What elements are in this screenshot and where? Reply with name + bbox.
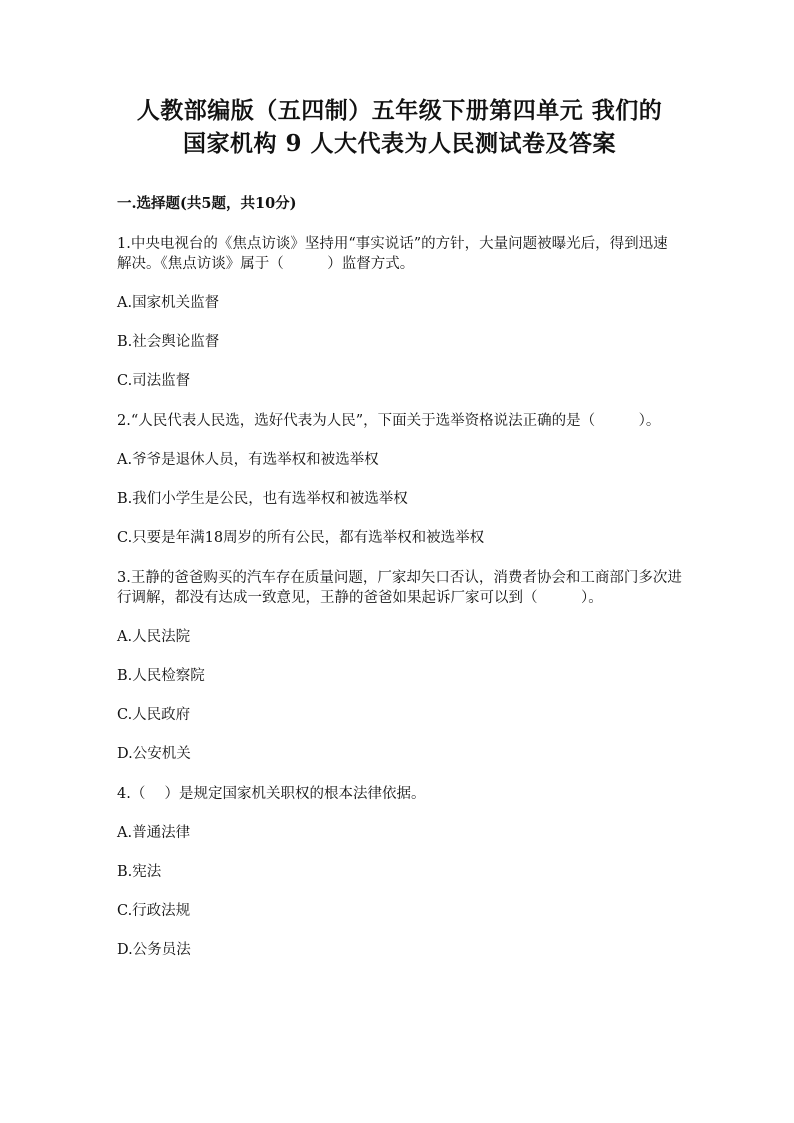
question-1: [117, 234, 682, 391]
section-heading: 一.选择题(共5题，共10分): [117, 195, 297, 212]
question-3: [117, 568, 682, 764]
question-2-option-a: A.爷爷是退休人员，有选举权和被选举权: [117, 452, 379, 468]
question-1-option-a: A.国家机关监督: [117, 295, 220, 311]
question-4-option-d: D.公务员法: [117, 942, 191, 958]
question-2-text: 2.“人民代表人民选，选好代表为人民”，下面关于选举资格说法正确的是（ ）。: [117, 413, 661, 429]
question-2-option-c: C.只要是年满18周岁的所有公民，都有选举权和被选举权: [117, 530, 485, 546]
document-title: [117, 94, 682, 160]
question-1-option-b: B.社会舆论监督: [117, 334, 220, 350]
question-3-option-a: A.人民法院: [117, 629, 191, 645]
question-1-text: 1.中央电视台的《焦点访谈》坚持用“事实说话”的方针，大量问题被曝光后，得到迅速解决。《焦点访谈》属于（ ）监督方式。: [117, 236, 668, 272]
question-4-option-a: A.普通法律: [117, 825, 191, 841]
question-3-option-b: B.人民检察院: [117, 668, 205, 684]
question-4-text: 4.（ ）是规定国家机关职权的根本法律依据。: [117, 786, 426, 802]
question-2: [117, 411, 682, 548]
question-4: [117, 784, 682, 960]
question-4-option-c: C.行政法规: [117, 903, 191, 919]
question-3-option-c: C.人民政府: [117, 707, 191, 723]
question-1-option-c: C.司法监督: [117, 373, 191, 389]
question-2-option-b: B.我们小学生是公民，也有选举权和被选举权: [117, 491, 408, 507]
question-3-option-d: D.公安机关: [117, 746, 191, 762]
question-3-text: 3.王静的爸爸购买的汽车存在质量问题，厂家却矢口否认，消费者协会和工商部门多次进行调解，都没有达成一致意见，王静的爸爸如果起诉厂家可以到（ ）。: [117, 570, 682, 606]
question-4-option-b: B.宪法: [117, 864, 162, 880]
title-line-1: 人教部编版（五四制）五年级下册第四单元 我们的: [136, 97, 663, 124]
title-line-2: 国家机构 9 人大代表为人民测试卷及答案: [182, 130, 617, 157]
